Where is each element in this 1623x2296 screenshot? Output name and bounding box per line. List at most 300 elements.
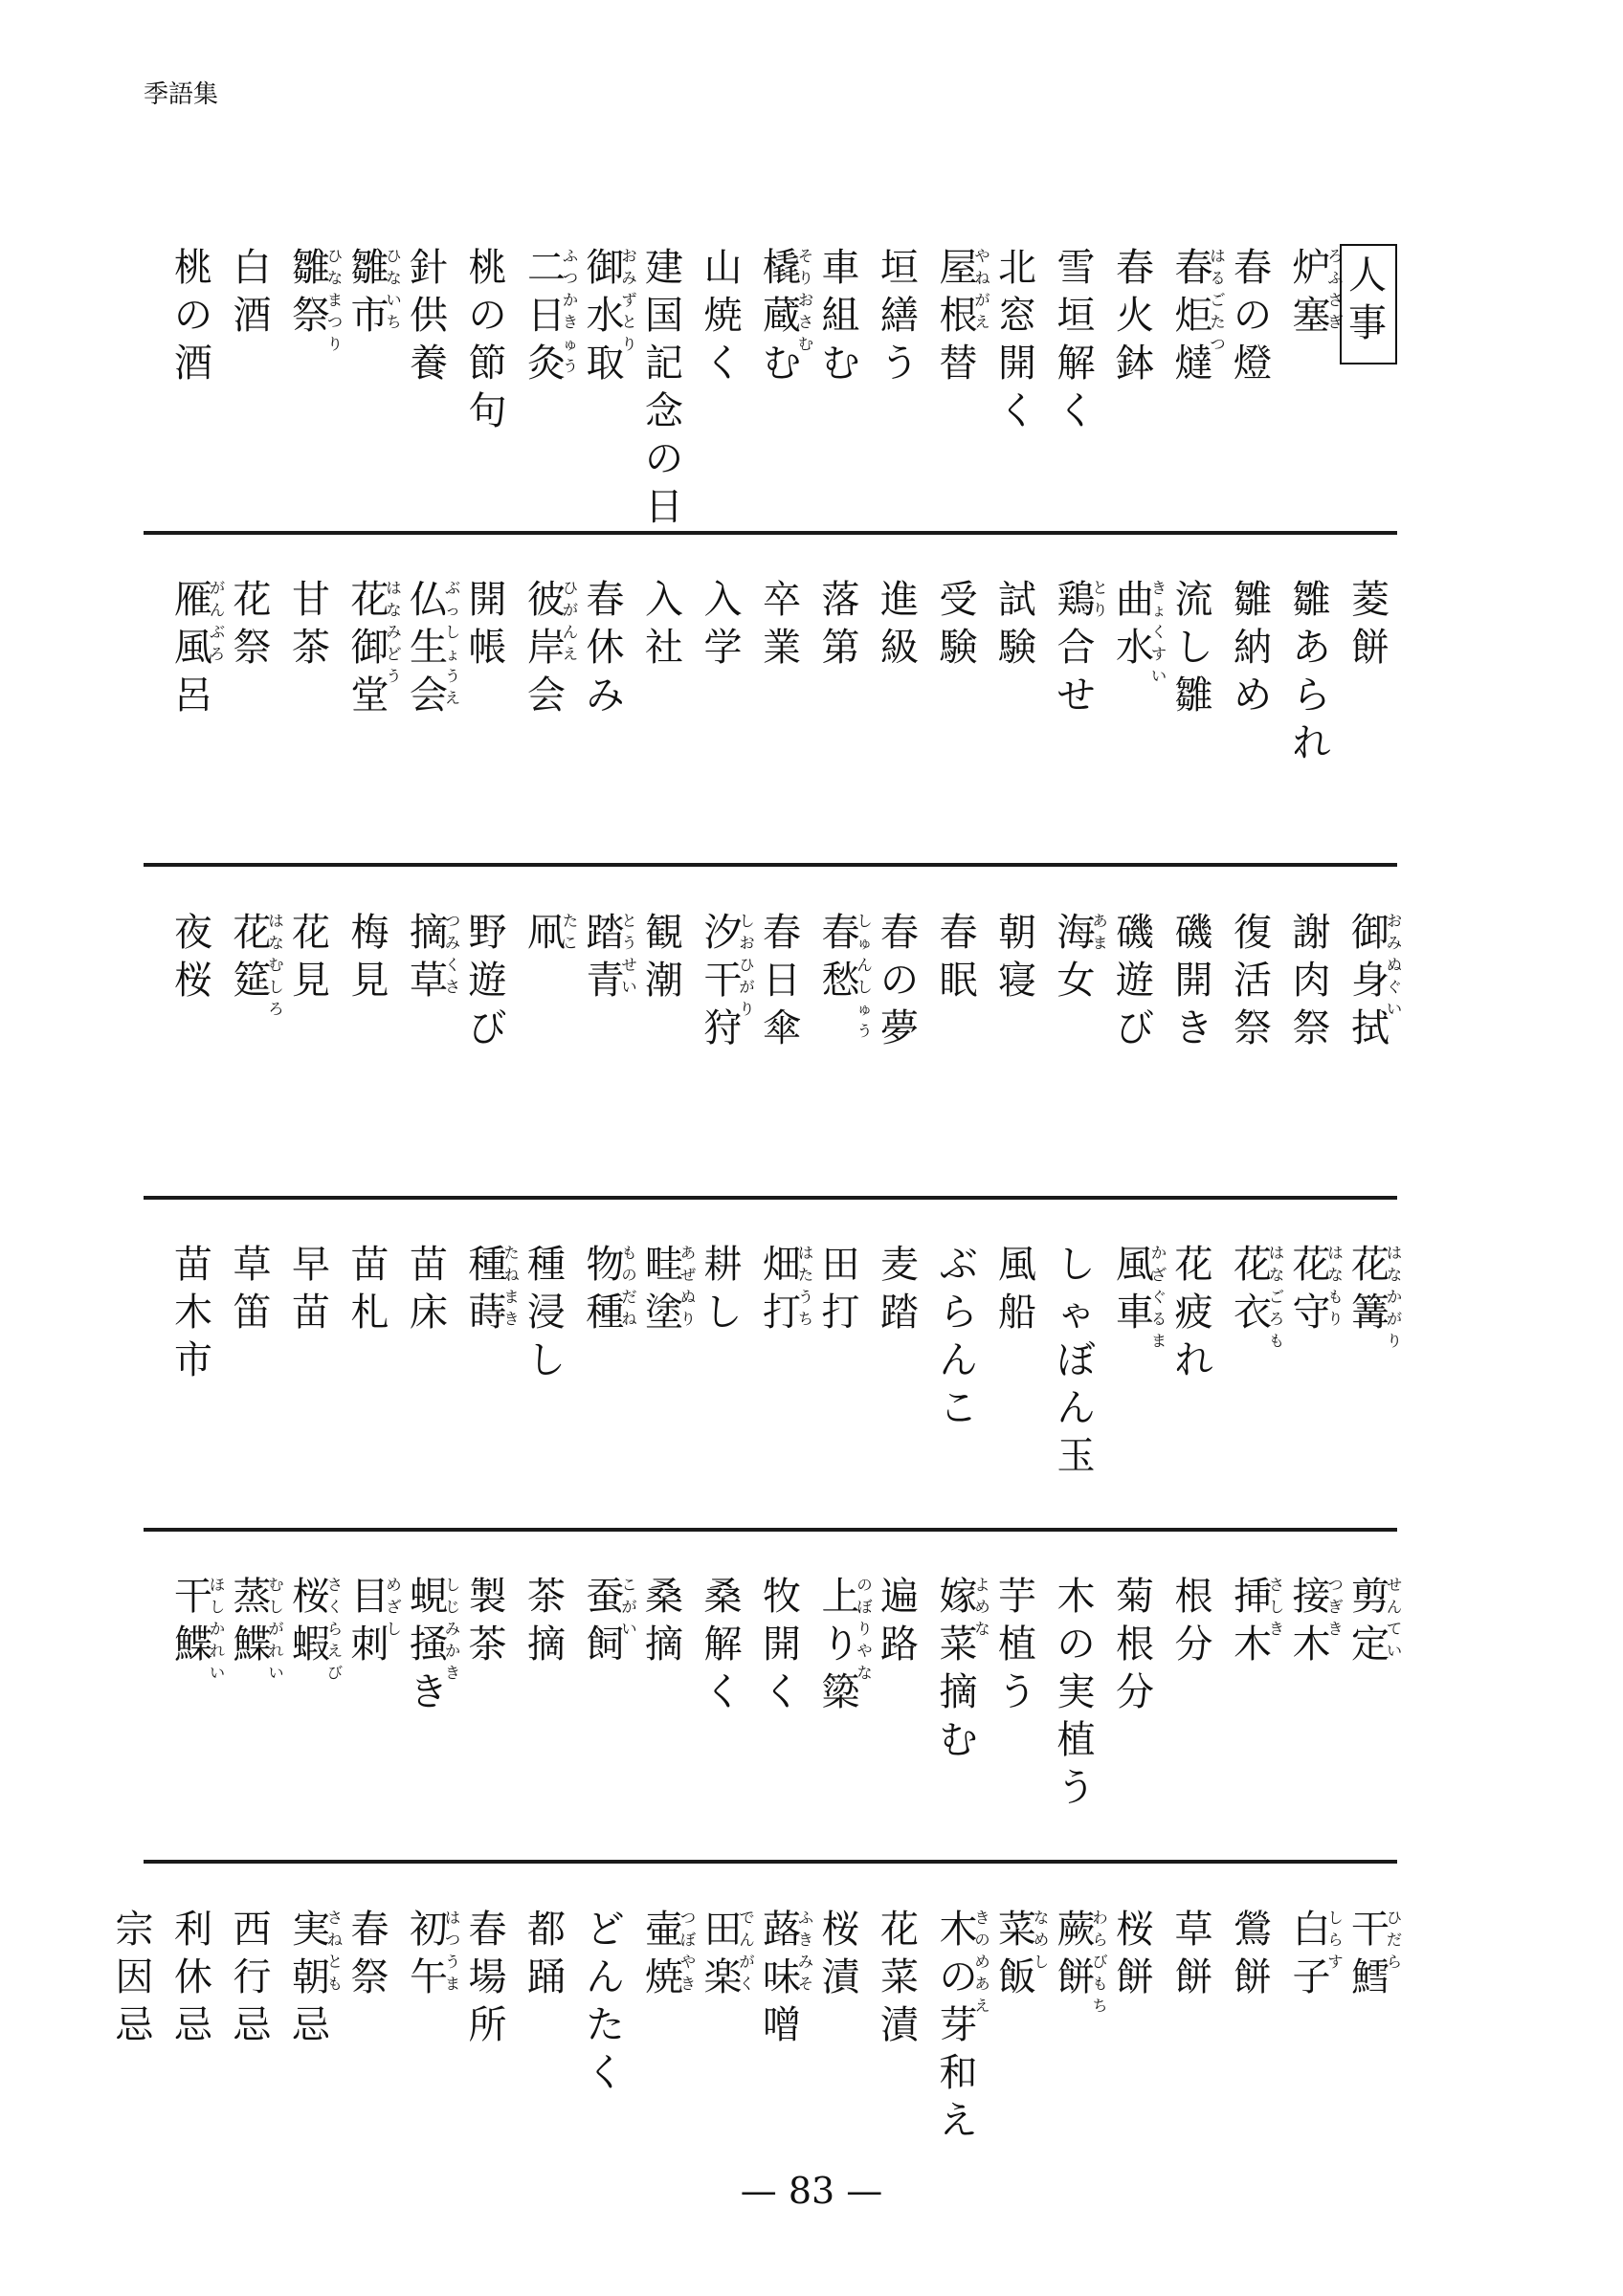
kigo-entry (462, 909, 514, 1052)
kigo-char: 花 (292, 911, 330, 955)
kigo-char: 篝 (1351, 1291, 1390, 1335)
kigo-char: 観 (645, 911, 683, 955)
kigo-reading: はなみどう (386, 579, 402, 685)
kigo-char: 女 (1056, 959, 1096, 1003)
kigo-char: 朝 (292, 1955, 330, 1999)
kigo-char: 身 (1351, 959, 1390, 1003)
kigo-char: 定 (1351, 1623, 1390, 1667)
kigo-entry (756, 1573, 808, 1716)
kigo-char: 入 (703, 578, 743, 622)
kigo-char: 焼 (703, 294, 743, 338)
kigo-char: し (1174, 626, 1213, 670)
kigo-entry (756, 576, 808, 672)
kigo-char: 笛 (233, 1291, 272, 1335)
kigo-char: 社 (645, 626, 683, 670)
kigo-char: 都 (527, 1908, 566, 1952)
kigo-reading: あま (1092, 912, 1108, 952)
kigo-entry (403, 1906, 461, 2001)
kigo-char: 車 (821, 246, 860, 290)
kigo-entry (815, 1573, 873, 1716)
kigo-char: 野 (468, 911, 507, 955)
kigo-char: 蕨 (1056, 1908, 1096, 1952)
kigo-entry (167, 909, 219, 1004)
kigo-char: 遊 (468, 959, 507, 1003)
kigo-char: 風 (1116, 1243, 1154, 1287)
kigo-entry (638, 244, 690, 531)
kigo-entry (1168, 576, 1220, 719)
kigo-char: 蒸 (233, 1575, 272, 1619)
kigo-char: 春 (763, 911, 801, 955)
kigo-entry (638, 1573, 690, 1668)
kigo-char: 雛 (1292, 578, 1331, 622)
kigo-char: 実 (292, 1908, 330, 1952)
kigo-char: 拭 (1351, 1006, 1390, 1050)
kigo-char: 種 (527, 1243, 566, 1287)
kigo-char: 木 (1056, 1575, 1096, 1619)
kigo-entry (1051, 909, 1108, 1004)
kigo-entry (1051, 244, 1102, 435)
section-divider (144, 1860, 1397, 1864)
kigo-char: 燈 (1234, 342, 1272, 386)
kigo-char: 物 (586, 1243, 625, 1287)
kigo-char: び (1116, 1006, 1154, 1050)
kigo-char: え (939, 2099, 978, 2143)
kigo-char: 菊 (1116, 1575, 1154, 1619)
kigo-band (0, 1906, 1623, 2193)
kigo-char: 春 (586, 578, 625, 622)
kigo-char: 麦 (880, 1243, 919, 1287)
kigo-char: 節 (468, 342, 507, 386)
kigo-char: 浸 (527, 1291, 566, 1335)
kigo-reading: のぼりやな (856, 1576, 873, 1682)
kigo-char: 桜 (292, 1575, 330, 1619)
kigo-entry (285, 244, 344, 353)
kigo-char: 草 (410, 959, 448, 1003)
kigo-char: 西 (233, 1908, 272, 1952)
section-label-char: 人 (1348, 254, 1387, 298)
kigo-char: 験 (998, 626, 1036, 670)
kigo-char: 落 (821, 578, 860, 622)
kigo-char: 塗 (645, 1291, 683, 1335)
kigo-char: 燵 (1174, 342, 1213, 386)
kigo-char: 初 (410, 1908, 448, 1952)
kigo-entry (874, 576, 925, 672)
kigo-char: 朝 (998, 911, 1036, 955)
kigo-char: く (763, 1670, 801, 1714)
kigo-char: 学 (703, 626, 743, 670)
section-divider (144, 1528, 1397, 1532)
kigo-reading: ろふさぎ (1327, 247, 1344, 331)
kigo-char: 筵 (233, 959, 272, 1003)
kigo-entry (874, 1906, 925, 2049)
kigo-char: 供 (410, 294, 448, 338)
kigo-entry (1168, 909, 1220, 1052)
kigo-char: 木 (939, 1908, 978, 1952)
kigo-char: 屋 (939, 246, 978, 290)
kigo-char: 愁 (821, 959, 860, 1003)
kigo-char: 忌 (174, 2003, 212, 2047)
kigo-char: 潮 (645, 959, 683, 1003)
kigo-char: 雛 (292, 246, 330, 290)
kigo-char: 木 (174, 1291, 212, 1335)
kigo-char: 因 (115, 1955, 154, 1999)
kigo-entry (580, 244, 637, 387)
kigo-entry (167, 1906, 219, 2049)
kigo-char: 干 (703, 959, 743, 1003)
kigo-char: 呂 (174, 673, 212, 718)
kigo-char: 針 (410, 246, 448, 290)
kigo-entry (1345, 576, 1396, 672)
kigo-char: 守 (1292, 1291, 1331, 1335)
kigo-char: 蕗 (763, 1908, 801, 1952)
kigo-char: 種 (586, 1291, 625, 1335)
kigo-entry (227, 909, 284, 1018)
kigo-reading: がんぶろ (210, 579, 226, 663)
kigo-reading: さねとも (327, 1909, 344, 1993)
kigo-char: 開 (468, 578, 507, 622)
kigo-char: 開 (1174, 959, 1213, 1003)
kigo-char: し (703, 1291, 743, 1335)
kigo-char: 凧 (527, 911, 566, 955)
kigo-entry (403, 1241, 455, 1336)
kigo-char: 風 (174, 626, 212, 670)
kigo-char: 念 (645, 389, 683, 433)
kigo-char: 甘 (292, 578, 330, 622)
kigo-char: 接 (1292, 1575, 1331, 1619)
kigo-entry (874, 1573, 925, 1668)
kigo-char: 休 (174, 1955, 212, 1999)
kigo-char: 花 (880, 1908, 919, 1952)
kigo-char: 岸 (527, 626, 566, 670)
kigo-reading: たこ (563, 912, 579, 952)
kigo-reading: おみずとり (621, 247, 637, 353)
kigo-char: 餅 (1351, 626, 1390, 670)
kigo-char: ゃ (1056, 1291, 1096, 1335)
kigo-entry (1286, 244, 1344, 340)
kigo-entry (698, 1241, 749, 1336)
kigo-char: 掻 (410, 1623, 448, 1667)
kigo-char: 製 (468, 1575, 507, 1619)
kigo-char: 市 (174, 1338, 212, 1382)
section-divider (144, 863, 1397, 867)
kigo-char: 菜 (939, 1623, 978, 1667)
kigo-char: 磯 (1174, 911, 1213, 955)
kigo-char: 打 (763, 1291, 801, 1335)
kigo-entry (698, 1573, 749, 1716)
kigo-entry (227, 1906, 278, 2049)
kigo-char: 路 (880, 1623, 919, 1667)
kigo-char: 摘 (527, 1623, 566, 1667)
kigo-char: ら (939, 1291, 978, 1335)
kigo-char: 蚕 (586, 1575, 625, 1619)
kigo-char: 生 (410, 626, 448, 670)
kigo-char: 雁 (174, 578, 212, 622)
kigo-char: の (468, 294, 507, 338)
kigo-char: 蝦 (292, 1623, 330, 1667)
kigo-char: 畦 (645, 1243, 683, 1287)
kigo-char: く (703, 1670, 743, 1714)
kigo-char: 忌 (233, 2003, 272, 2047)
kigo-char: 餅 (1234, 1955, 1272, 1999)
kigo-band (0, 1241, 1623, 1528)
kigo-char: 試 (998, 578, 1036, 622)
kigo-entry (756, 244, 814, 387)
kigo-reading: さくらえび (327, 1576, 344, 1682)
kigo-reading: たねまき (503, 1244, 520, 1328)
kigo-char: 鶯 (1234, 1908, 1272, 1952)
kigo-char: 酒 (233, 294, 272, 338)
kigo-entry (1168, 1573, 1220, 1668)
kigo-char: 菜 (998, 1908, 1036, 1952)
kigo-char: 午 (410, 1955, 448, 1999)
kigo-char: 復 (1234, 911, 1272, 955)
kigo-char: 蜆 (410, 1575, 448, 1619)
kigo-entry (1109, 1241, 1167, 1350)
kigo-char: く (998, 389, 1036, 433)
kigo-char: 狩 (703, 1006, 743, 1050)
kigo-entry (815, 909, 873, 1040)
kigo-char: 飯 (998, 1955, 1036, 1999)
kigo-entry (345, 576, 402, 719)
kigo-char: 植 (998, 1623, 1036, 1667)
kigo-char: む (763, 342, 801, 386)
kigo-char: 根 (1174, 1575, 1213, 1619)
kigo-char: 春 (880, 911, 919, 955)
kigo-entry (1227, 576, 1278, 719)
kigo-char: 種 (468, 1243, 507, 1287)
kigo-char: 春 (1116, 246, 1154, 290)
kigo-char: 験 (939, 626, 978, 670)
kigo-entry (1051, 1906, 1108, 2015)
kigo-entry (1051, 1573, 1102, 1812)
kigo-char: 鶏 (1056, 578, 1096, 622)
kigo-char: 植 (1056, 1718, 1096, 1762)
kigo-entry (933, 1906, 990, 2145)
section-divider (144, 531, 1397, 535)
kigo-char: 遍 (880, 1575, 919, 1619)
kigo-char: 餅 (1116, 1955, 1154, 1999)
kigo-char: 養 (410, 342, 448, 386)
kigo-entry (580, 1241, 637, 1336)
kigo-char: 級 (880, 626, 919, 670)
kigo-char: 御 (1351, 911, 1390, 955)
kigo-char: 早 (292, 1243, 330, 1287)
kigo-char: む (939, 1718, 978, 1762)
kigo-entry (1286, 1573, 1344, 1668)
kigo-entry (1345, 1241, 1403, 1350)
kigo-entry (1345, 1573, 1403, 1668)
kigo-char: 草 (1174, 1908, 1213, 1952)
kigo-reading: めざし (386, 1576, 402, 1638)
kigo-char: 剪 (1351, 1575, 1390, 1619)
kigo-entry (1286, 1241, 1344, 1336)
kigo-char: め (1234, 673, 1272, 718)
kigo-char: 祭 (350, 1955, 389, 1999)
kigo-char: 卒 (763, 578, 801, 622)
kigo-char: 水 (586, 294, 625, 338)
kigo-band (0, 909, 1623, 1196)
kigo-entry (1168, 244, 1226, 387)
kigo-band (0, 244, 1623, 531)
kigo-entry (462, 1573, 514, 1668)
kigo-entry (1286, 1906, 1344, 2001)
kigo-entry (991, 1906, 1050, 2001)
kigo-reading: はなごろも (1269, 1244, 1285, 1350)
kigo-reading: むしがれい (268, 1576, 284, 1682)
kigo-char: 遊 (1116, 959, 1154, 1003)
kigo-entry (933, 1573, 990, 1764)
kigo-char: 垣 (1056, 294, 1096, 338)
kigo-char: 雛 (1174, 673, 1213, 718)
kigo-char: ん (939, 1338, 978, 1382)
kigo-entry (1227, 1241, 1285, 1350)
kigo-char: 木 (1292, 1623, 1331, 1667)
kigo-entry (462, 576, 514, 672)
kigo-char: 摘 (939, 1670, 978, 1714)
kigo-char: 山 (703, 246, 743, 290)
kigo-char: 茶 (292, 626, 330, 670)
kigo-char: 解 (1056, 342, 1096, 386)
kigo-char: 解 (703, 1623, 743, 1667)
kigo-entry (109, 1906, 161, 2049)
kigo-entry (580, 1573, 637, 1668)
kigo-char: 傘 (763, 1006, 801, 1050)
kigo-entry (345, 1573, 402, 1668)
kigo-reading: はるごたつ (1210, 247, 1226, 353)
kigo-entry (815, 576, 867, 672)
kigo-char: こ (939, 1386, 978, 1430)
kigo-char: 忌 (292, 2003, 330, 2047)
kigo-reading: こがい (621, 1576, 637, 1638)
kigo-char: 芋 (998, 1575, 1036, 1619)
kigo-reading: でんがく (739, 1909, 755, 1993)
kigo-char: 挿 (1234, 1575, 1272, 1619)
kigo-reading: ひがんえ (563, 579, 579, 663)
kigo-entry (403, 576, 461, 719)
kigo-char: く (1056, 389, 1096, 433)
kigo-char: ど (586, 1908, 625, 1952)
kigo-entry (227, 1241, 278, 1336)
kigo-char: 田 (703, 1908, 743, 1952)
kigo-char: 第 (821, 626, 860, 670)
kigo-entry (521, 244, 579, 387)
kigo-entry (933, 1241, 985, 1432)
kigo-char: 塞 (1292, 294, 1331, 338)
kigo-char: 火 (1116, 294, 1154, 338)
kigo-entry (580, 1906, 632, 2097)
kigo-char: 花 (1292, 1243, 1331, 1287)
kigo-reading: さしき (1269, 1576, 1285, 1638)
kigo-entry (991, 909, 1043, 1004)
kigo-reading: きょくすい (1151, 579, 1167, 685)
kigo-char: 納 (1234, 626, 1272, 670)
kigo-char: 風 (998, 1243, 1036, 1287)
kigo-entry (285, 576, 337, 672)
kigo-reading: はなもり (1327, 1244, 1344, 1328)
kigo-char: し (527, 1338, 566, 1382)
kigo-reading: ぶっしょうえ (445, 579, 461, 707)
kigo-char: 春 (821, 911, 860, 955)
kigo-char: 船 (998, 1291, 1036, 1335)
kigo-char: う (880, 342, 919, 386)
kigo-entry (1051, 1241, 1102, 1480)
kigo-char: 祭 (1292, 1006, 1331, 1050)
page-header: 季語集 (144, 80, 219, 109)
kigo-entry (638, 1906, 697, 2001)
kigo-reading: つぼやき (680, 1909, 697, 1993)
kigo-char: 春 (939, 911, 978, 955)
kigo-entry (874, 909, 925, 1052)
kigo-char: 会 (410, 673, 448, 718)
kigo-char: 寝 (998, 959, 1036, 1003)
kigo-entry (462, 1241, 520, 1336)
kigo-band (0, 576, 1623, 863)
kigo-char: 炬 (1174, 294, 1213, 338)
kigo-char: 干 (174, 1575, 212, 1619)
kigo-char: 日 (645, 485, 683, 529)
kigo-char: 耕 (703, 1243, 743, 1287)
kigo-char: 御 (350, 626, 389, 670)
kigo-char: ん (1056, 1386, 1096, 1430)
kigo-entry (1345, 909, 1403, 1052)
kigo-reading: なめし (1034, 1909, 1050, 1971)
kigo-char: 梅 (350, 911, 389, 955)
kigo-char: 桜 (174, 959, 212, 1003)
kigo-char: の (939, 1955, 978, 1999)
kigo-char: ら (1292, 673, 1331, 718)
kigo-entry (638, 909, 690, 1004)
kigo-char: 漬 (880, 2003, 919, 2047)
kigo-char: 鰈 (174, 1623, 212, 1667)
kigo-entry (1109, 244, 1161, 387)
kigo-char: 肉 (1292, 959, 1331, 1003)
kigo-entry (285, 1573, 344, 1682)
kigo-entry (933, 909, 985, 1004)
kigo-reading: とうせい (621, 912, 637, 996)
kigo-entry (521, 909, 579, 957)
section-divider (144, 1196, 1397, 1200)
kigo-entry (991, 1573, 1043, 1716)
kigo-band (0, 1573, 1623, 1860)
kigo-char: 宗 (115, 1908, 154, 1952)
kigo-entry (698, 576, 749, 672)
kigo-char: 活 (1234, 959, 1272, 1003)
kigo-char: 春 (468, 1908, 507, 1952)
kigo-char: 白 (1292, 1908, 1331, 1952)
kigo-reading: せんてい (1387, 1576, 1403, 1660)
kigo-entry (462, 244, 514, 435)
kigo-char: 春 (1174, 246, 1213, 290)
kigo-char: れ (1292, 721, 1331, 765)
kigo-char: の (1234, 294, 1272, 338)
kigo-entry (991, 576, 1043, 672)
kigo-char: ぼ (1056, 1338, 1096, 1382)
kigo-char: 根 (1116, 1623, 1154, 1667)
kigo-char: 流 (1174, 578, 1213, 622)
kigo-char: く (586, 2051, 625, 2095)
kigo-reading: ひないち (386, 247, 402, 331)
kigo-entry (521, 576, 579, 719)
kigo-entry (815, 1906, 867, 2001)
kigo-char: 会 (527, 673, 566, 718)
kigo-char: 雛 (350, 246, 389, 290)
kigo-reading: あぜぬり (680, 1244, 697, 1328)
section-label (1340, 244, 1397, 364)
kigo-char: 雪 (1056, 246, 1096, 290)
kigo-char: 噌 (763, 2003, 801, 2047)
kigo-entry (1109, 1906, 1161, 2001)
kigo-char: 橇 (763, 246, 801, 290)
